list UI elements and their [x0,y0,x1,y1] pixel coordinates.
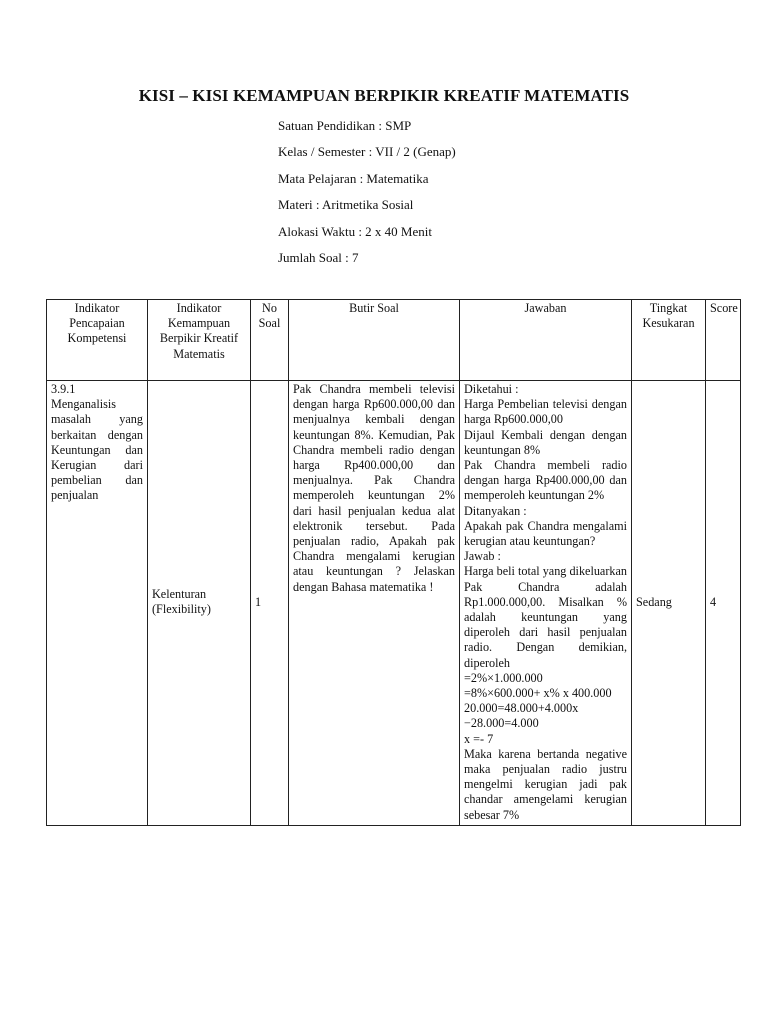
table-header-row [47,300,741,381]
jawaban-calc-4: −28.000=4.000 [464,716,539,731]
jawaban-calc-1: =2%×1.000.000 [464,670,543,685]
jawaban-jawab-1: Harga beli total yang dikeluarkan Pak Chandra adalah Rp1.000.000,00. Misalkan % adalah keuntungan yang diperoleh dari hasil penjualan radio. Dengan demikian, diperoleh [464,564,627,670]
cell-butir-soal: Pak Chandra membeli televisi dengan harga Rp600.000,00 dan menjualnya kembali dengan keuntungan 8%. Kemudian, Pak Chandra membeli radio dengan harga Rp400.000,00 dan menjualnya. Pak Chandra memperoleh keuntungan 2% dari hasil penjualan kedua alat elektronik tersebut. Pada penjualan radio, Apakah pak Chandra mengalami kerugian atau keuntungan ? Jelaskan dengan Bahasa matematika ! [289,381,460,826]
jawaban-diketahui-2: Dijaul Kembali dengan dengan keuntungan 8% [464,427,627,457]
cell-jawaban [460,381,632,826]
jawaban-calc-2: =8%×600.000+ x% x 400.000 [464,686,612,701]
mata-pelajaran: Mata Pelajaran : Matematika [278,170,429,186]
cell-indikator-pencapaian: 3.9.1 Menganalisis masalah yang berkaitan dengan Keuntungan dan Kerugian dari pembelian dan penjualan [47,381,148,826]
jawaban-diketahui-1: Harga Pembelian televisi dengan harga Rp600.000,00 [464,397,627,427]
header-score: Score [706,300,741,381]
jawaban-diketahui-3: Pak Chandra membeli radio dengan harga Rp400.000,00 dan memperoleh keuntungan 2% [464,458,627,503]
header-indikator-pencapaian: Indikator Pencapaian Kompetensi [47,300,148,381]
header-butir-soal: Butir Soal [289,300,460,381]
table-row [47,381,741,826]
cell-no-soal: 1 [251,381,289,826]
header-tingkat-kesukaran: Tingkat Kesukaran [632,300,706,381]
kelas-semester: Kelas / Semester : VII / 2 (Genap) [278,144,456,160]
cell-score: 4 [706,381,741,826]
kisi-table [46,299,741,826]
jumlah-soal: Jumlah Soal : 7 [278,249,359,265]
cell-indikator-kemampuan: Kelenturan (Flexibility) [148,381,251,826]
header-jawaban: Jawaban [460,300,632,381]
jawaban-ditanyakan: Apakah pak Chandra mengalami kerugian atau keuntungan? [464,518,627,549]
satuan-pendidikan: Satuan Pendidikan : SMP [278,118,412,133]
cell-tingkat-kesukaran: Sedang [632,381,706,826]
jawaban-diketahui-label: Diketahui : [464,382,519,396]
jawaban-jawab-label: Jawab : [464,549,501,564]
materi: Materi : Aritmetika Sosial [278,197,414,213]
header-indikator-kemampuan: Indikator Kemampuan Berpikir Kreatif Matematis [148,300,251,381]
alokasi-waktu: Alokasi Waktu : 2 x 40 Menit [278,223,432,239]
jawaban-calc-3: 20.000=48.000+4.000x [464,701,579,716]
jawaban-kesimpulan: Maka karena bertanda negative maka penjualan radio justru mengelmi kerugian jadi pak chandar amengelami kerugian sebesar 7% [464,746,627,822]
document-title: KISI – KISI KEMAMPUAN BERPIKIR KREATIF MATEMATIS [138,86,630,105]
jawaban-calc-5: x =- 7 [464,731,494,746]
document-metadata [278,118,456,276]
jawaban-ditanyakan-label: Ditanyakan : [464,503,527,518]
header-no-soal: No Soal [251,300,289,381]
